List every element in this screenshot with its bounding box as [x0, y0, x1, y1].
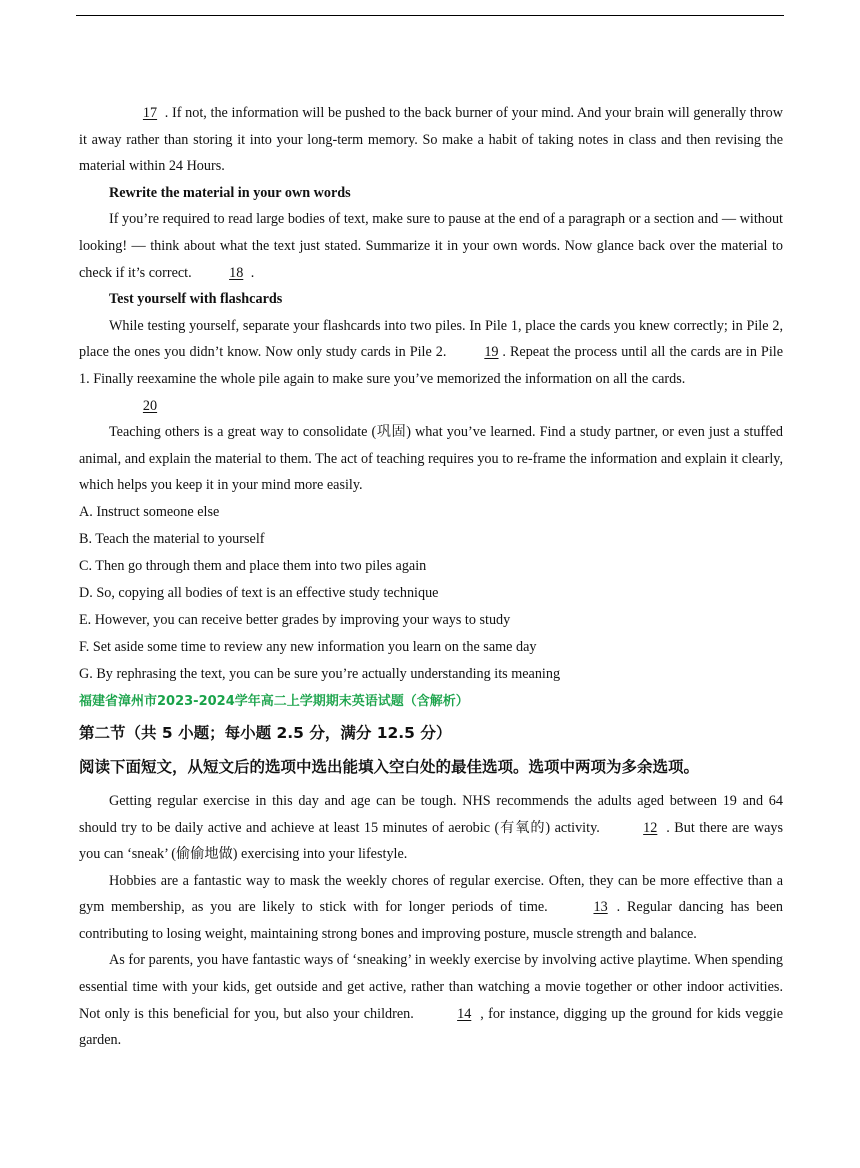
passage2-paragraph-2: [79, 868, 783, 948]
blank-18[interactable]: 18: [229, 264, 244, 281]
passage2-paragraph-1: [79, 788, 783, 868]
blank-14[interactable]: 14: [457, 1005, 472, 1022]
passage1-p2-text: If you’re required to read large bodies of text, make sure to pause at the end of a paragraph or a section and — without looking! — think about what the text just stated. Summarize it in your own words. Now glance back over the material to check if it’s correct.: [79, 211, 783, 281]
option-e: E. However, you can receive better grades by improving your ways to study: [79, 611, 511, 628]
heading-flashcards: Test yourself with flashcards: [109, 291, 283, 308]
passage2-p2-after: . Regular dancing has been contributing to losing weight, maintaining strong bones and improving posture, muscle strength and balance.: [79, 899, 783, 942]
passage2-p3-after: , for instance, digging up the ground for kids veggie garden.: [79, 1005, 783, 1049]
option-c: C. Then go through them and place them into two piles again: [79, 557, 427, 574]
passage2-p1-after: . But there are ways you can ‘sneak’ (偷偷地做) exercising into your lifestyle.: [79, 819, 783, 863]
blank-12[interactable]: 12: [643, 819, 658, 836]
document-body: [79, 100, 783, 1054]
passage1-paragraph-1: [79, 100, 783, 180]
blank-17[interactable]: 17: [142, 105, 158, 121]
blank-13[interactable]: 13: [593, 899, 608, 916]
passage1-paragraph-3: [79, 313, 783, 393]
passage1-paragraph-4: Teaching others is a great way to consolidate (巩固) what you’ve learned. Find a study partner, or even just a stuffed animal, and explain the material to them. The act of teaching requires you to re-frame the information and explain it clearly, which helps you keep it in your mind more easily.: [79, 424, 783, 494]
blank-19[interactable]: 19: [484, 344, 499, 361]
blank-20[interactable]: 20: [142, 397, 158, 414]
blank-20-line: [79, 393, 783, 420]
passage1-p3-after: . Repeat the process until all the cards are in Pile 1. Finally reexamine the whole pile again to make sure you’ve memorized the information on all the cards.: [79, 344, 784, 387]
source-title: 福建省漳州市2023-2024学年高二上学期期末英语试题（含解析）: [79, 693, 469, 709]
section-title: 第二节（共 5 小题；每小题 2.5 分，满分 12.5 分）: [79, 723, 452, 742]
option-g: G. By rephrasing the text, you can be sure you’re actually understanding its meaning: [79, 665, 561, 682]
section-instruction: 阅读下面短文，从短文后的选项中选出能填入空白处的最佳选项。选项中两项为多余选项。: [79, 757, 700, 776]
option-d: D. So, copying all bodies of text is an effective study technique: [79, 584, 439, 601]
passage2-paragraph-3: [79, 947, 783, 1053]
passage2-p2-text: Hobbies are a fantastic way to mask the weekly chores of regular exercise. Often, they can be more effective than a gym membership, as you are likely to stick with for longer periods of time.: [79, 872, 783, 916]
passage2-p3-text: As for parents, you have fantastic ways of ‘sneaking’ in weekly exercise by involving active playtime. When spending essential time with your kids, get outside and get active, rather than watching a movie together or other indoor activities. Not only is this beneficial for you, but also your children.: [79, 952, 783, 1022]
passage2-p1-text: Getting regular exercise in this day and age can be tough. NHS recommends the adults aged between 19 and 64 should try to be daily active and achieve at least 15 minutes of aerobic (有氧的) activity.: [79, 792, 783, 836]
header-rule: [76, 15, 784, 16]
passage1-paragraph-2: [79, 206, 783, 286]
heading-rewrite: Rewrite the material in your own words: [109, 184, 351, 201]
option-a: A. Instruct someone else: [79, 503, 220, 520]
passage1-p3-text: While testing yourself, separate your flashcards into two piles. In Pile 1, place the cards you knew correctly; in Pile 2, place the ones you didn’t know. Now only study cards in Pile 2.: [79, 317, 783, 361]
option-b: B. Teach the material to yourself: [79, 530, 265, 547]
passage1-p1-text: . If not, the information will be pushed to the back burner of your mind. And your brain will generally throw it away rather than storing it into your long-term memory. So make a habit of taking notes in class and then revising the material within 24 Hours.: [79, 105, 783, 175]
option-f: F. Set aside some time to review any new information you learn on the same day: [79, 638, 537, 655]
passage1-p2-after: .: [250, 264, 255, 281]
